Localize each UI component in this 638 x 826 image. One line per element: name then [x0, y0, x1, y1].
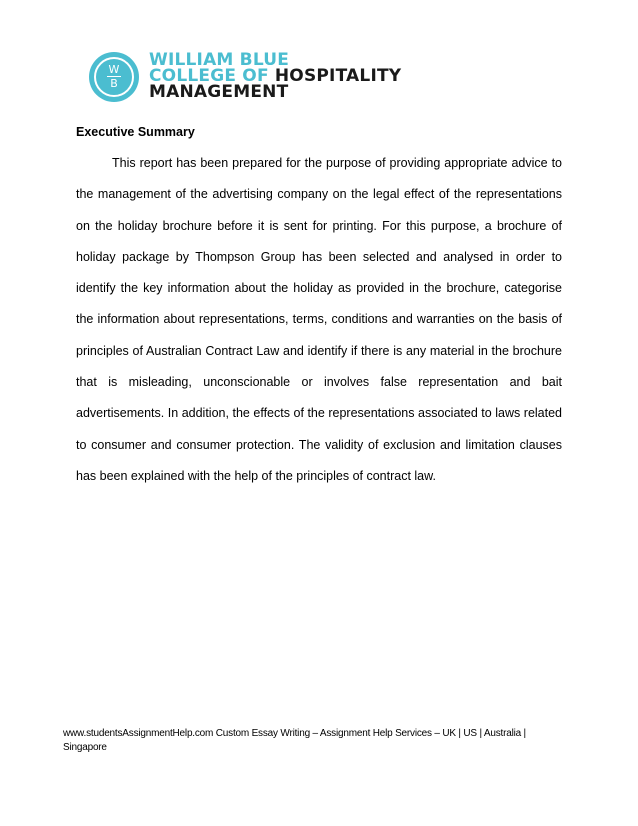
wb-logo-icon — [89, 52, 139, 102]
logo-line-2-part-b: HOSPITALITY — [274, 66, 402, 86]
college-logo — [89, 50, 402, 108]
logo-mark-top: W — [108, 63, 120, 76]
logo-mark-bottom: B — [110, 77, 118, 90]
section-heading: Executive Summary — [76, 125, 195, 139]
summary-paragraph: This report has been prepared for the purpose of providing appropriate advice to the management of the advertising company on the legal effect of the representations on the holiday brochure before it is sent for printing. For this purpose, a brochure of holiday package by Thompson Group has been selected and analysed in order to identify the key information about the holiday as provided in the brochure, categorise the information about representations, terms, conditions and warranties on the basis of principles of Australian Contract Law and identify if there is any material in the brochure that is misleading, unconscionable or involves false representation and bait advertisements. In addition, the effects of the representations associated to laws related to consumer and consumer protection. The validity of exclusion and limitation clauses has been explained with the help of the principles of contract law. — [76, 156, 562, 483]
page-footer: www.studentsAssignmentHelp.com Custom Essay Writing – Assignment Help Services – UK | US | Australia | Singapore — [63, 728, 526, 753]
logo-line-1: WILLIAM BLUE — [149, 50, 290, 70]
logo-line-2-part-a: COLLEGE OF — [149, 66, 275, 86]
logo-wordmark — [149, 52, 401, 100]
logo-line-3: MANAGEMENT — [149, 82, 289, 102]
